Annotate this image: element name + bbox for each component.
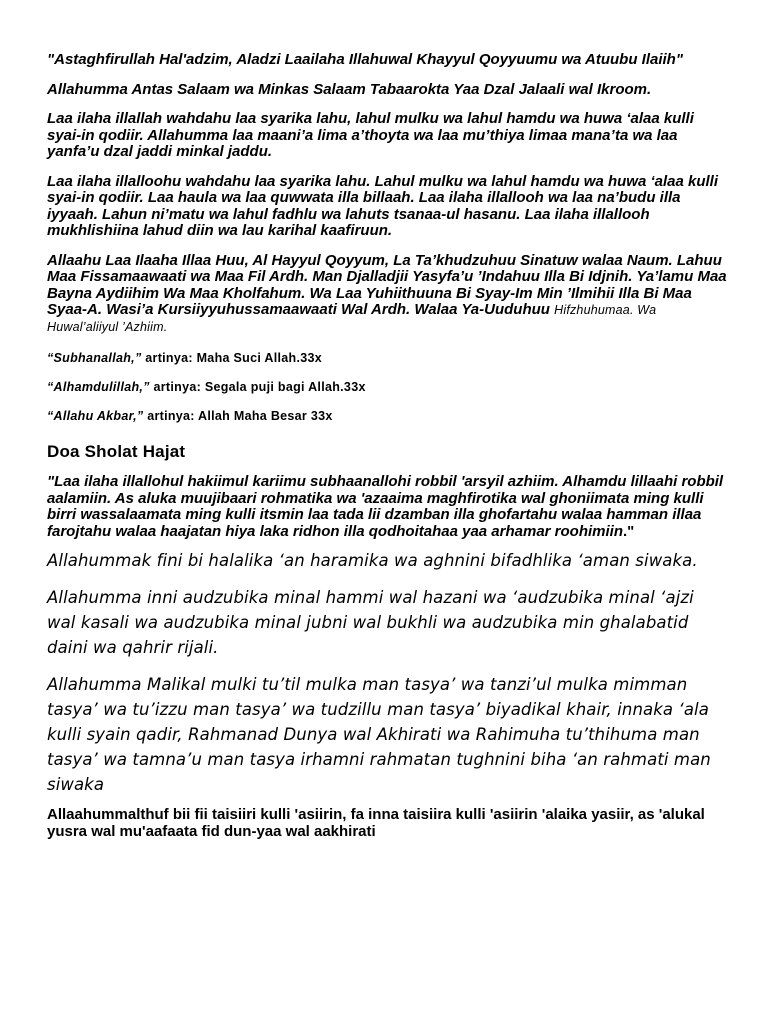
tasbih-line-alhamdulillah — [47, 380, 727, 395]
tasbih-line-subhanallah — [47, 351, 727, 366]
tahlil-paragraph-1: Laa ilaha illallah wahdahu laa syarika lahu, lahul mulku wa lahul hamdu wa huwa ‘alaa kulli syai-in qodiir. Allahumma laa maani’a lima a’thoyta wa laa mu’thiya limaa mana’ta wa laa yanfa’u dzal jaddi minkal jaddu. — [47, 110, 694, 160]
doa-hajat-close: ." — [623, 522, 635, 540]
doa-hammi-paragraph: Allahumma inni audzubika minal hammi wal hazani wa ‘audzubika minal ‘ajzi wal kasali wa audzubika minal jubni wal bukhli wa audzubika min ghalabatid daini wa qahrir rijali. — [47, 588, 694, 657]
tasbih-meaning: artinya: Maha Suci Allah.33x — [141, 351, 323, 365]
tasbih-term: “Alhamdulillah,” — [47, 380, 150, 394]
istighfar-paragraph: "Astaghfirullah Hal'adzim, Aladzi Laailaha Illahuwal Khayyul Qoyyuumu wa Atuubu Ilaiih" — [47, 51, 683, 68]
doa-halal-paragraph: Allahummak fini bi halalika ‘an haramika wa aghnini bifadhlika ‘aman siwaka. — [47, 551, 698, 570]
allahumma-antas-salaam-paragraph: Allahumma Antas Salaam wa Minkas Salaam Tabaarokta Yaa Dzal Jalaali wal Ikroom. — [47, 80, 652, 98]
ayat-kursi-text: Allaahu Laa Ilaaha Illaa Huu, Al Hayyul Qoyyum, La Ta’khudzuhuu Sinatuw walaa Naum. Lahuu Maa Fissamaawaati wa Maa Fil Ardh. Man Djalladjii Yasyfa’u ’Indahuu Illa Bi Idjnih. Ya’lamu Maa Bayna Aydiihim Wa Maa Kholfahum. Wa Laa Yuhiithuuna Bi Syay-Im Min ’Ilmihii Illa Bi Maa Syaa-A. Wasi’a Kursiiyyuhussamaawaati Wal Ardh. Walaa Ya-Uuduhuu — [47, 251, 727, 318]
tasbih-term: “Subhanallah,” — [47, 351, 142, 365]
doa-hajat-text: "Laa ilaha illallohul hakiimul kariimu subhaanallohi robbil 'arsyil azhiim. Alhamdu lillaahi robbil aalamiin. As aluka muujibaari rohmatika wa 'azaaima maghfirotika wal ghoniimata ming kulli birri wassalaamata ming kulli itsmin laa tada lii dzamban illa ghofartahu walaa hamman illaa farojtahu walaa haajatan hiya laka ridhon illa qodhoitahaa yaa arhamar roohimiin — [47, 473, 724, 540]
doa-hajat-paragraph — [47, 474, 727, 540]
section-heading: Doa Sholat Hajat — [47, 442, 186, 461]
tasbih-line-allahu-akbar — [47, 409, 727, 424]
ayat-kursi-tail: Hifzhuhumaa. Wa Huwal’aliiyul ’Azhiim. — [47, 303, 657, 334]
ayat-kursi-paragraph — [47, 253, 727, 336]
tahlil-paragraph-2: Laa ilaha illalloohu wahdahu laa syarika lahu. Lahul mulku wa lahul hamdu wa huwa ‘alaa kulli syai-in qodiir. Laa haula wa laa quwwata illa billaah. Laa ilaha illallooh wa laa na’budu illa iyyaah. Lahun ni’matu wa lahul fadhlu wa lahuts tsanaa-ul hasanu. Laa ilaha illallooh mukhlishiina lahud diin wa lau karihal kaafiruun. — [47, 172, 719, 239]
tasbih-meaning: artinya: Allah Maha Besar 33x — [143, 409, 333, 423]
tasbih-meaning: artinya: Segala puji bagi Allah.33x — [149, 380, 366, 394]
doa-taisiir-paragraph: Allaahummalthuf bii fii taisiiri kulli 'asiirin, fa inna taisiira kulli 'asiirin 'alaika yasiir, as 'alukal yusra wal mu'aafaata fid dun-yaa wal aakhirati — [47, 806, 705, 840]
tasbih-term: “Allahu Akbar,” — [47, 409, 144, 423]
document-body — [47, 52, 727, 840]
doa-malikal-mulki-paragraph: Allahumma Malikal mulki tu’til mulka man tasya’ wa tanzi’ul mulka mimman tasya’ wa tu’izzu man tasya’ wa tudzillu man tasya’ biyadikal khair, innaka ‘ala kulli syain qadir, Rahmanad Dunya wal Akhirati wa Rahimuha tu’thihuma man tasya’ wa tamna’u man tasya irhamni rahmatan tughnini biha ‘an rahmati man siwaka — [47, 675, 711, 794]
